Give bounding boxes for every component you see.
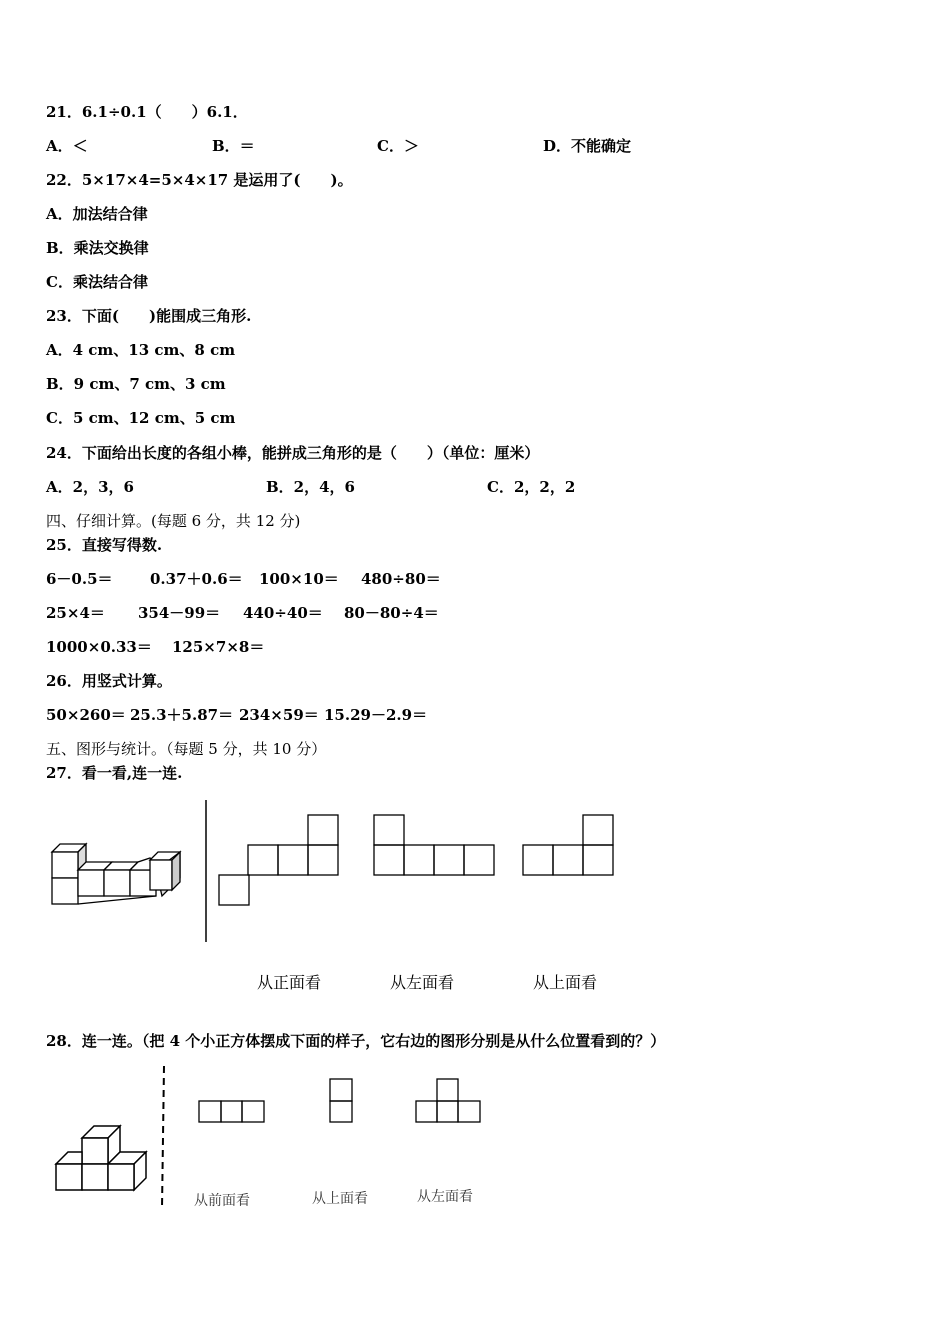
q24-option-b: B．2，4，6 [266, 478, 355, 496]
question-26-stem: 26．用竖式计算。 [46, 672, 172, 690]
q21-option-b: B．＝ [212, 137, 255, 155]
q25-expr: 1000×0.33＝ [46, 638, 152, 656]
q22-option-a: A．加法结合律 [46, 205, 148, 223]
q22-option-c: C．乘法结合律 [46, 273, 148, 291]
q23-option-c: C．5 cm、12 cm、5 cm [46, 409, 236, 427]
q26-expr: 25.3＋5.87＝ [130, 706, 234, 724]
section-4-heading: 四、仔细计算。(每题 6 分，共 12 分) [46, 512, 301, 530]
q21-option-a: A．＜ [46, 137, 88, 155]
q27-view-2 [374, 815, 494, 875]
q28-cube-solid [56, 1126, 146, 1190]
q27-cube-solid [52, 844, 180, 904]
q25-expr: 25×4＝ [46, 604, 105, 622]
q26-expr: 50×260＝ [46, 706, 126, 724]
q25-expr: 354－99＝ [138, 604, 221, 622]
q24-option-c: C．2，2，2 [487, 478, 576, 496]
q25-expr: 125×7×8＝ [172, 638, 265, 656]
q27-caption-top: 从上面看 [533, 973, 598, 992]
question-21-stem: 21．6.1÷0.1（ ）6.1． [46, 103, 248, 121]
question-23-stem: 23．下面( )能围成三角形. [46, 307, 252, 325]
q28-caption-top: 从上面看 [312, 1191, 368, 1207]
q26-expr: 15.29－2.9＝ [324, 706, 428, 724]
section-5-heading: 五、图形与统计。（每题 5 分，共 10 分） [46, 740, 327, 758]
question-28-stem: 28．连一连。（把 4 个小正方体摆成下面的样子，它右边的图形分别是从什么位置看到的？） [46, 1032, 666, 1050]
q21-option-d: D．不能确定 [543, 137, 632, 155]
q25-expr: 440÷40＝ [243, 604, 323, 622]
q28-view-left [416, 1079, 480, 1122]
q25-expr: 100×10＝ [259, 570, 339, 588]
q28-caption-front: 从前面看 [194, 1193, 250, 1209]
q21-option-c: C．＞ [377, 137, 419, 155]
q28-view-top [330, 1079, 352, 1122]
q22-option-b: B．乘法交换律 [46, 239, 149, 257]
question-25-stem: 25．直接写得数. [46, 536, 163, 554]
q23-option-a: A．4 cm、13 cm、8 cm [46, 341, 236, 359]
q27-caption-left: 从左面看 [390, 973, 455, 992]
q23-option-b: B．9 cm、7 cm、3 cm [46, 375, 226, 393]
q25-expr: 0.37＋0.6＝ [150, 570, 243, 588]
q27-view-3 [523, 815, 613, 875]
q25-expr: 480÷80＝ [361, 570, 441, 588]
q26-expr: 234×59＝ [239, 706, 319, 724]
q27-view-1 [219, 815, 338, 905]
question-22-stem: 22．5×17×4=5×4×17 是运用了( )。 [46, 171, 353, 189]
q28-divider [162, 1066, 164, 1208]
q25-expr: 6－0.5＝ [46, 570, 113, 588]
q28-view-front [199, 1101, 264, 1122]
question-24-stem: 24．下面给出长度的各组小棒，能拼成三角形的是（ ）（单位：厘米） [46, 444, 540, 462]
q24-option-a: A．2，3，6 [46, 478, 134, 496]
q28-caption-left: 从左面看 [417, 1189, 473, 1205]
question-27-stem: 27．看一看,连一连. [46, 764, 183, 782]
q25-expr: 80－80÷4＝ [344, 604, 439, 622]
q27-caption-front: 从正面看 [257, 973, 322, 992]
